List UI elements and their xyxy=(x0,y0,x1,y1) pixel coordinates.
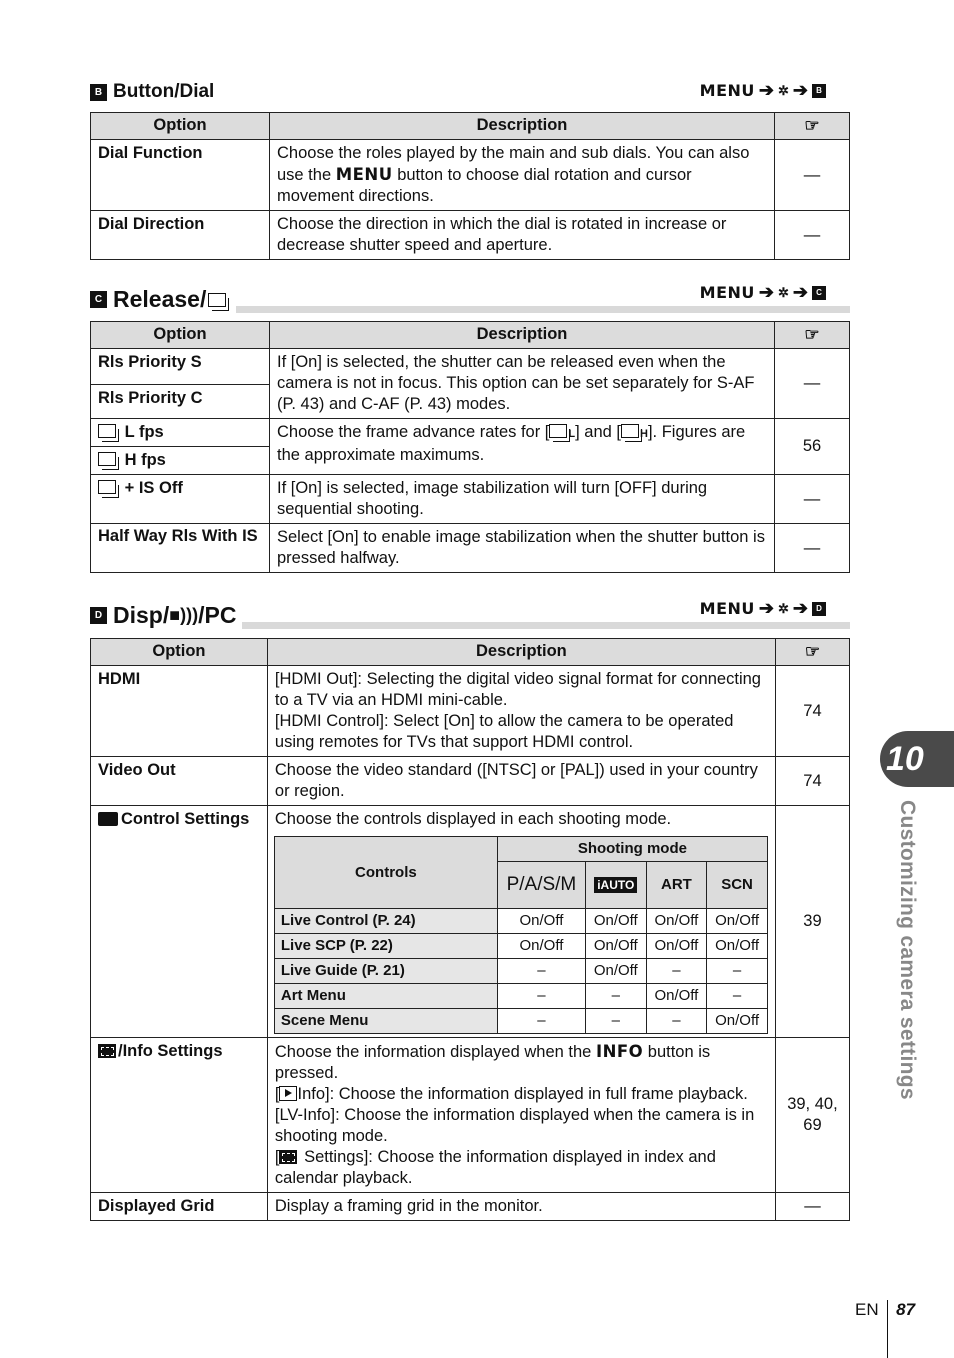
ref-cell: 56 xyxy=(775,419,850,475)
menu-button-label: MENU xyxy=(335,165,393,184)
description-cell: Display a framing grid in the monitor. xyxy=(267,1193,775,1221)
cell: On/Off xyxy=(646,984,707,1009)
option-cell: Control Settings xyxy=(91,806,268,1038)
sequential-shooting-icon xyxy=(98,424,116,438)
mode-pasm: P/A/S/M xyxy=(497,862,585,909)
arrow-right-icon: ➔ xyxy=(758,282,774,302)
cell: On/Off xyxy=(497,934,585,959)
mode-art: ART xyxy=(646,862,707,909)
section-title-text: /PC xyxy=(198,602,237,628)
option-cell: Half Way Rls With IS xyxy=(91,524,270,573)
description-cell: [HDMI Out]: Selecting the digital video signal format for connecting to a TV via an HDMI mini-cable. [HDMI Control]: Select [On] to allow the camera to be operated using remotes for TVs that support HDMI control. xyxy=(267,666,775,757)
custom-menu-c-icon: C xyxy=(90,291,107,308)
control-name: Live Control (P. 24) xyxy=(274,909,497,934)
mode-iauto: iAUTO xyxy=(585,862,646,909)
arrow-right-icon: ➔ xyxy=(758,598,774,618)
table-row xyxy=(91,1038,850,1193)
option-column-header: Option xyxy=(91,639,268,666)
table-header-row xyxy=(91,113,850,140)
cell: On/Off xyxy=(707,1009,768,1034)
cell: – xyxy=(497,1009,585,1034)
control-name: Live SCP (P. 22) xyxy=(274,934,497,959)
menu-path xyxy=(700,598,826,619)
option-column-header: Option xyxy=(91,322,270,349)
page-footer xyxy=(855,1300,915,1358)
table-row xyxy=(91,211,850,260)
table-header-row xyxy=(91,322,850,349)
section-button-dial-header xyxy=(90,78,850,108)
control-name: Art Menu xyxy=(274,984,497,1009)
footer-divider xyxy=(887,1300,889,1358)
option-cell: /Info Settings xyxy=(91,1038,268,1193)
index-display-icon xyxy=(98,1044,116,1058)
ref-cell: — xyxy=(775,524,850,573)
inner-row xyxy=(274,984,767,1009)
sequential-shooting-icon xyxy=(208,293,226,307)
ref-cell: 39, 40, 69 xyxy=(775,1038,849,1193)
page-reference-icon: ☞ xyxy=(775,639,849,666)
control-name: Scene Menu xyxy=(274,1009,497,1034)
ref-cell: — xyxy=(775,211,850,260)
table-row xyxy=(91,1193,850,1221)
cell: On/Off xyxy=(497,909,585,934)
option-column-header: Option xyxy=(91,113,270,140)
option-cell: H fps xyxy=(91,447,270,475)
menu-label: MENU xyxy=(699,81,755,100)
release-table xyxy=(90,321,850,573)
inner-row xyxy=(274,909,767,934)
controls-header: Controls xyxy=(274,837,497,909)
description-cell: Select [On] to enable image stabilization when the shutter button is pressed halfway. xyxy=(270,524,775,573)
section-title xyxy=(90,81,214,103)
section-disp-header xyxy=(90,600,850,632)
inner-row xyxy=(274,934,767,959)
cell: On/Off xyxy=(585,934,646,959)
disp-table xyxy=(90,638,850,1221)
shooting-mode-table xyxy=(274,836,768,1034)
section-title xyxy=(90,286,236,313)
sequential-shooting-icon xyxy=(98,480,116,494)
arrow-right-icon: ➔ xyxy=(792,80,808,100)
ref-cell: — xyxy=(775,140,850,211)
cell: – xyxy=(497,984,585,1009)
sequential-low-icon xyxy=(549,424,567,438)
gear-icon: ✲ xyxy=(778,600,789,616)
option-cell: Video Out xyxy=(91,757,268,806)
description-cell: Choose the direction in which the dial is rotated in increase or decrease shutter speed and aperture. xyxy=(270,211,775,260)
page-number: 87 xyxy=(896,1300,916,1319)
custom-menu-c-icon: C xyxy=(812,286,826,300)
description-cell: Choose the information displayed when the INFO button is pressed. [ Info]: Choose the information displayed in full frame playback. [LV-Info]: Choose the information displayed when the camera is in shooting mode. [ Settings]: Choose the information displayed in index and calendar playback. xyxy=(267,1038,775,1193)
option-cell: + IS Off xyxy=(91,475,270,524)
chapter-tab: 10 xyxy=(880,731,954,787)
speaker-icon: ■))) xyxy=(169,605,199,625)
info-button-label: INFO xyxy=(595,1042,644,1061)
option-cell: L fps xyxy=(91,419,270,447)
description-cell: If [On] is selected, image stabilization will turn [OFF] during sequential shooting. xyxy=(270,475,775,524)
cell: On/Off xyxy=(707,934,768,959)
arrow-right-icon: ➔ xyxy=(792,598,808,618)
description-column-header: Description xyxy=(270,322,775,349)
button-dial-table xyxy=(90,112,850,260)
sequential-high-icon xyxy=(621,424,639,438)
menu-path xyxy=(700,282,826,303)
option-cell: Displayed Grid xyxy=(91,1193,268,1221)
option-cell: Rls Priority C xyxy=(91,385,270,419)
language-label: EN xyxy=(855,1300,879,1319)
table-row xyxy=(91,666,850,757)
section-title-text: Disp/ xyxy=(113,602,170,628)
ref-cell: — xyxy=(775,1193,849,1221)
chapter-label-text: Customizing camera settings xyxy=(896,800,919,1100)
gear-icon: ✲ xyxy=(778,284,789,300)
description-cell: Choose the roles played by the main and sub dials. You can also use the MENU button to choose dial rotation and cursor movement directions. xyxy=(270,140,775,211)
arrow-right-icon: ➔ xyxy=(758,80,774,100)
description-column-header: Description xyxy=(267,639,775,666)
ref-cell: — xyxy=(775,349,850,419)
camera-icon xyxy=(98,812,118,826)
control-name: Live Guide (P. 21) xyxy=(274,959,497,984)
chapter-side-label xyxy=(885,800,925,1130)
section-title-text: Button/Dial xyxy=(113,81,215,102)
cell: – xyxy=(585,984,646,1009)
inner-header-row xyxy=(274,837,767,862)
cell: – xyxy=(497,959,585,984)
description-cell: Choose the controls displayed in each shooting mode. Controls Shooting mode P/A/S/M iAUTO ART SCN Live Control (P. 24) On/Off On/Off On/Off On/Off Live SCP (P. 22) On/Off On/Off On/Off On/Off Live Guide (P. 21) – On/Off – – Art Menu – – On/Off – Scene Menu – – – On/Off xyxy=(267,806,775,1038)
cell: – xyxy=(707,984,768,1009)
option-cell: Dial Direction xyxy=(91,211,270,260)
cell: On/Off xyxy=(646,909,707,934)
playback-icon xyxy=(279,1086,297,1101)
custom-menu-d-icon: D xyxy=(90,607,107,624)
mode-scn: SCN xyxy=(707,862,768,909)
menu-path xyxy=(700,80,826,101)
custom-menu-d-icon: D xyxy=(812,602,826,616)
cell: On/Off xyxy=(585,959,646,984)
ref-cell: 74 xyxy=(775,666,849,757)
description-cell: Choose the frame advance rates for [ L] and [ H]. Figures are the approximate maximums. xyxy=(270,419,775,475)
table-header-row xyxy=(91,639,850,666)
description-column-header: Description xyxy=(270,113,775,140)
table-row xyxy=(91,806,850,1038)
table-row xyxy=(91,524,850,573)
section-release-header xyxy=(90,284,850,316)
inner-row xyxy=(274,1009,767,1034)
section-title-text: Release/ xyxy=(113,286,207,312)
cell: – xyxy=(646,1009,707,1034)
cell: On/Off xyxy=(707,909,768,934)
gear-icon: ✲ xyxy=(778,82,789,98)
ref-cell: — xyxy=(775,475,850,524)
cell: – xyxy=(707,959,768,984)
description-cell: If [On] is selected, the shutter can be released even when the camera is not in focus. This option can be set separately for S-AF (P. 43) and C-AF (P. 43) modes. xyxy=(270,349,775,419)
custom-menu-b-icon: B xyxy=(90,84,107,101)
ref-cell: 39 xyxy=(775,806,849,1038)
table-row xyxy=(91,419,850,447)
cell: On/Off xyxy=(646,934,707,959)
option-cell: Dial Function xyxy=(91,140,270,211)
ref-cell: 74 xyxy=(775,757,849,806)
option-cell: HDMI xyxy=(91,666,268,757)
description-cell: Choose the video standard ([NTSC] or [PAL]) used in your country or region. xyxy=(267,757,775,806)
index-display-icon xyxy=(279,1150,297,1164)
page-reference-icon: ☞ xyxy=(775,113,850,140)
section-title xyxy=(90,602,242,629)
table-row xyxy=(91,757,850,806)
menu-label: MENU xyxy=(699,599,755,618)
table-row xyxy=(91,140,850,211)
table-row xyxy=(91,349,850,385)
inner-row xyxy=(274,959,767,984)
table-row xyxy=(91,475,850,524)
sequential-shooting-icon xyxy=(98,452,116,466)
cell: On/Off xyxy=(585,909,646,934)
shooting-mode-header: Shooting mode xyxy=(497,837,767,862)
option-cell: Rls Priority S xyxy=(91,349,270,385)
page-reference-icon: ☞ xyxy=(775,322,850,349)
custom-menu-b-icon: B xyxy=(812,84,826,98)
arrow-right-icon: ➔ xyxy=(792,282,808,302)
cell: – xyxy=(585,1009,646,1034)
menu-label: MENU xyxy=(699,283,755,302)
cell: – xyxy=(646,959,707,984)
